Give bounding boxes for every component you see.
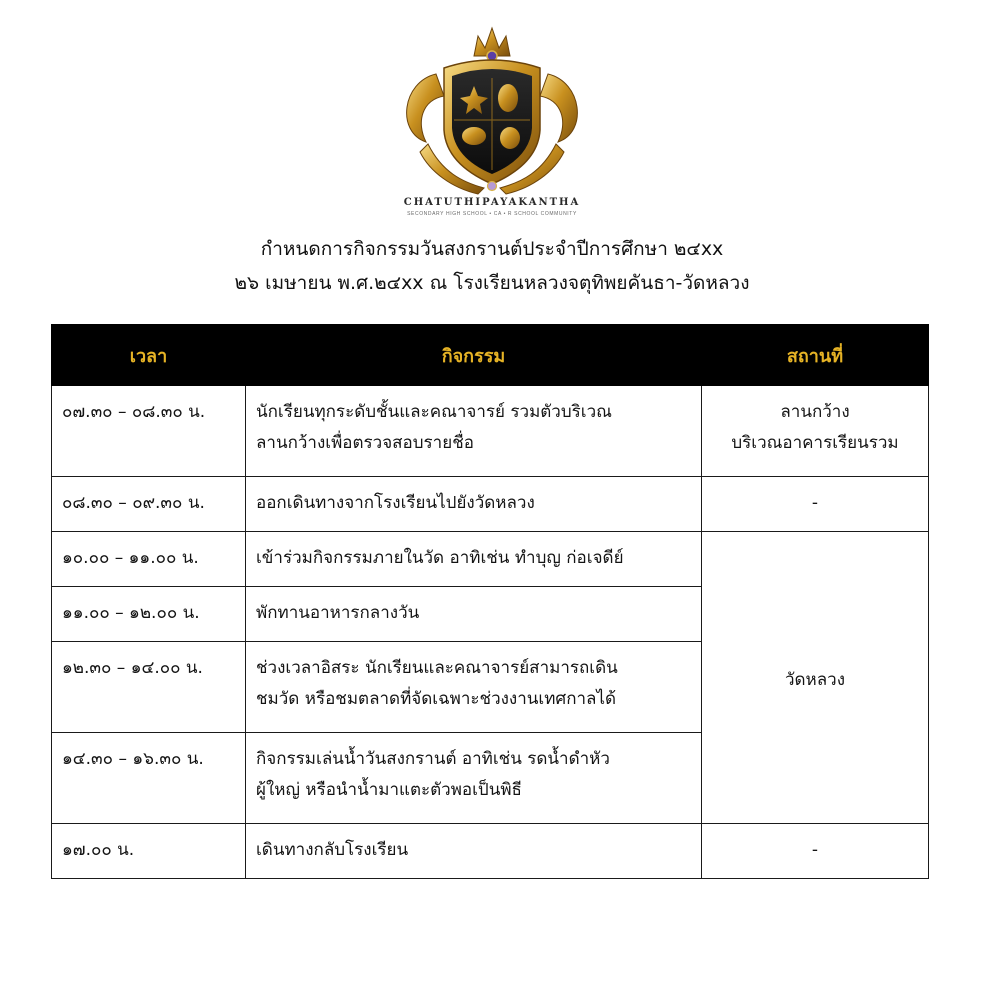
schedule-title: กำหนดการกิจกรรมวันสงกรานต์ประจำปีการศึกษา ๒๔xx bbox=[260, 238, 724, 260]
row-place bbox=[702, 386, 929, 477]
activity-line: ลานกว้างเพื่อตรวจสอบรายชื่อ bbox=[256, 433, 474, 453]
row-place bbox=[702, 824, 929, 879]
row-time: ๑๔.๓๐ – ๑๖.๓๐ น. bbox=[52, 733, 246, 824]
table-row bbox=[52, 386, 929, 477]
school-crest-logo bbox=[392, 22, 592, 218]
row-activity bbox=[246, 477, 702, 532]
row-time: ๐๗.๓๐ – ๐๘.๓๐ น. bbox=[52, 386, 246, 477]
row-activity bbox=[246, 824, 702, 879]
place-line: วัดหลวง bbox=[784, 669, 846, 690]
activity-line: ออกเดินทางจากโรงเรียนไปยังวัดหลวง bbox=[256, 493, 535, 513]
activity-line: ช่วงเวลาอิสระ นักเรียนและคณาจารย์สามารถเดิน bbox=[256, 658, 618, 678]
row-place bbox=[702, 477, 929, 532]
row-activity bbox=[246, 733, 702, 824]
header-place: สถานที่ bbox=[702, 325, 929, 386]
header-time: เวลา bbox=[52, 325, 246, 386]
row-activity bbox=[246, 386, 702, 477]
table-header-row bbox=[52, 325, 929, 386]
crest-emblem-icon bbox=[392, 22, 592, 198]
row-time: ๑๒.๓๐ – ๑๔.๐๐ น. bbox=[52, 642, 246, 733]
schedule-table bbox=[51, 324, 929, 879]
place-line: บริเวณอาคารเรียนรวม bbox=[731, 433, 899, 453]
row-time: ๑๑.๐๐ – ๑๒.๐๐ น. bbox=[52, 587, 246, 642]
table-row bbox=[52, 477, 929, 532]
activity-line: กิจกรรมเล่นน้ำวันสงกรานต์ อาทิเช่น รดน้ำดำหัว bbox=[256, 749, 610, 769]
row-time: ๑๗.๐๐ น. bbox=[52, 824, 246, 879]
place-line: ลานกว้าง bbox=[780, 402, 850, 422]
activity-line: ชมวัด หรือชมตลาดที่จัดเฉพาะช่วงงานเทศกาลได้ bbox=[256, 689, 617, 709]
school-logo-subtitle: SECONDARY HIGH SCHOOL • CA • R SCHOOL COMMUNITY bbox=[407, 211, 577, 217]
place-line: - bbox=[811, 493, 819, 513]
row-time: ๐๘.๓๐ – ๐๙.๓๐ น. bbox=[52, 477, 246, 532]
header-activity: กิจกรรม bbox=[246, 325, 702, 386]
place-line: - bbox=[811, 840, 819, 860]
merged-place-cell bbox=[702, 532, 929, 824]
row-activity bbox=[246, 532, 702, 587]
schedule-date-location: ๒๖ เมษายน พ.ศ.๒๔xx ณ โรงเรียนหลวงจตุทิพยคันธา-วัดหลวง bbox=[234, 272, 750, 294]
table-row bbox=[52, 532, 929, 587]
activity-line: พักทานอาหารกลางวัน bbox=[256, 603, 420, 623]
row-activity bbox=[246, 642, 702, 733]
activity-line: เข้าร่วมกิจกรรมภายในวัด อาทิเช่น ทำบุญ ก่อเจดีย์ bbox=[256, 548, 624, 568]
activity-line: เดินทางกลับโรงเรียน bbox=[256, 840, 409, 860]
table-row bbox=[52, 824, 929, 879]
row-activity bbox=[246, 587, 702, 642]
row-time: ๑๐.๐๐ – ๑๑.๐๐ น. bbox=[52, 532, 246, 587]
activity-line: ผู้ใหญ่ หรือนำน้ำมาแตะตัวพอเป็นพิธี bbox=[256, 780, 522, 800]
school-logo-name: CHATUTHIPAYAKANTHA bbox=[403, 197, 581, 208]
activity-line: นักเรียนทุกระดับชั้นและคณาจารย์ รวมตัวบริเวณ bbox=[256, 402, 612, 422]
